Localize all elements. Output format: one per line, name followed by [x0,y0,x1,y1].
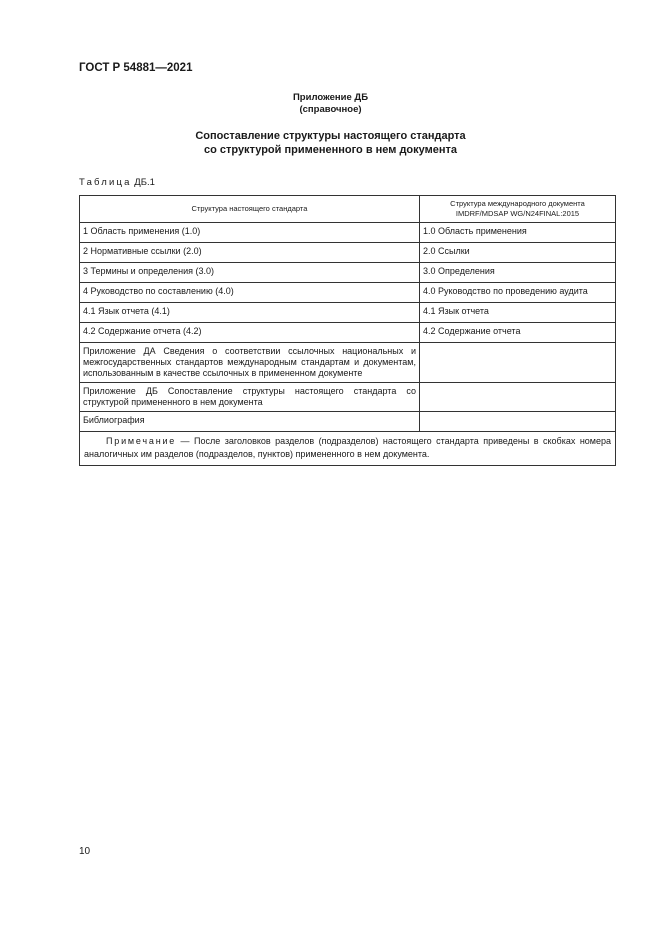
table-cell: 4.2 Содержание отчета [420,323,616,343]
table-row [80,383,616,412]
table-cell: Приложение ДБ Сопоставление структуры настоящего стандарта со структурой примененного в нем документа [80,383,420,412]
table-cell: 2.0 Ссылки [420,243,616,263]
table-header-row [80,196,616,223]
page-number: 10 [79,846,91,857]
comparison-table [79,195,616,466]
table-row [80,343,616,383]
table-caption-label: Таблица [79,177,132,188]
table-cell: 4.1 Язык отчета (4.1) [80,303,420,323]
table-row [80,243,616,263]
table-cell: 1.0 Область применения [420,223,616,243]
table-cell: 4 Руководство по составлению (4.0) [80,283,420,303]
appendix-subtitle: (справочное) [299,104,362,115]
table-cell: 3 Термины и определения (3.0) [80,263,420,283]
table-cell [420,412,616,432]
table-row [80,412,616,432]
table-note-text: — После заголовков разделов (подразделов) настоящего стандарта приведены в скобках номера аналогичных им разделов (подразделов, пунктов) примененного в нем документа. [84,436,611,459]
table-row [80,303,616,323]
table-cell: 4.2 Содержание отчета (4.2) [80,323,420,343]
table-caption-number: ДБ.1 [131,177,155,188]
table-cell: 1 Область применения (1.0) [80,223,420,243]
table-cell: Приложение ДА Сведения о соответствии ссылочных национальных и межгосударственных стандартов международным стандартам и документам, использованным в качестве ссылочных в примененном документе [80,343,420,383]
appendix-header [0,92,661,116]
table-note-label: Примечание [106,436,177,446]
heading-line-2: со структурой примененного в нем документа [203,144,458,156]
table-row [80,283,616,303]
table-row [80,323,616,343]
table-caption [79,177,155,188]
table-note [80,432,616,466]
table-cell: 2 Нормативные ссылки (2.0) [80,243,420,263]
table-row [80,223,616,243]
section-heading [0,129,661,157]
table-cell: 4.1 Язык отчета [420,303,616,323]
table-cell: 3.0 Определения [420,263,616,283]
heading-line-1: Сопоставление структуры настоящего стандарта [195,130,466,142]
table-cell [420,343,616,383]
standard-code: ГОСТ Р 54881—2021 [79,62,193,74]
table-row [80,263,616,283]
table-cell [420,383,616,412]
table-note-row [80,432,616,466]
column-header-national: Структура настоящего стандарта [80,196,420,223]
appendix-title: Приложение ДБ [292,92,369,103]
column-header-international: Структура международного документа IMDRF/MDSAP WG/N24FINAL:2015 [420,196,616,223]
table-cell: 4.0 Руководство по проведению аудита [420,283,616,303]
table-cell: Библиография [80,412,420,432]
